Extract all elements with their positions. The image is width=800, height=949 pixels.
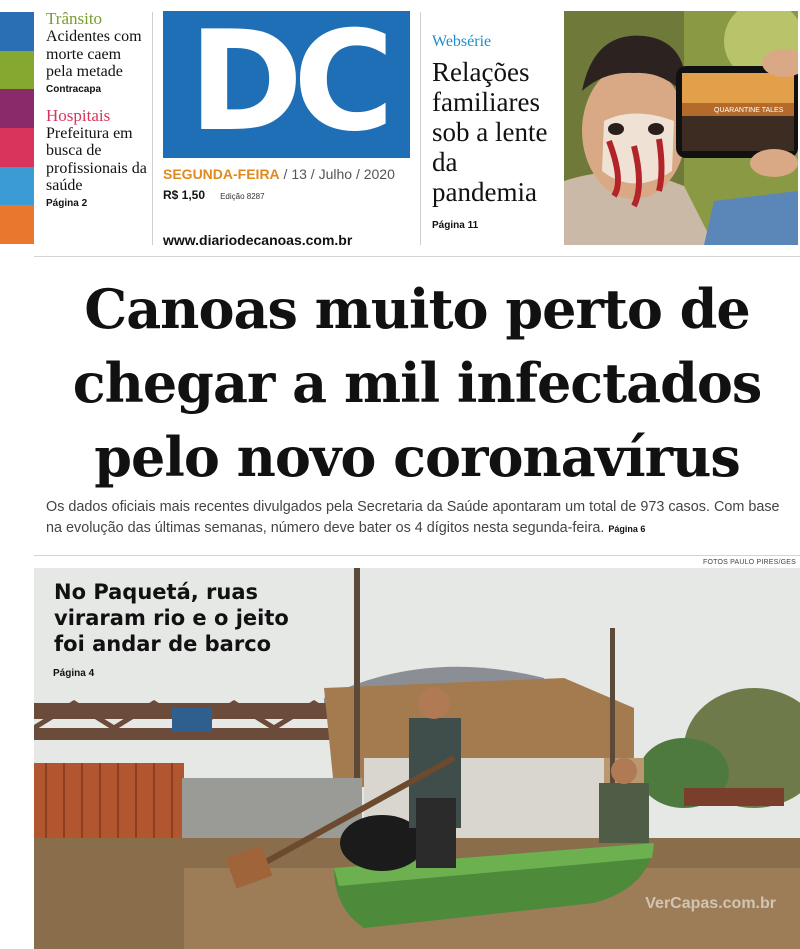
weekday: SEGUNDA-FEIRA xyxy=(163,166,280,182)
teaser-text: Prefeitura em busca de profissionais da saúde xyxy=(46,124,147,194)
webserie-title[interactable]: Relações familiares sob a lente da pandemia xyxy=(432,57,548,207)
edition-number: Edição 8287 xyxy=(220,192,265,201)
strip-block xyxy=(0,167,34,206)
strip-block xyxy=(0,205,34,244)
lead-deck-text: Os dados oficiais mais recentes divulgados pela Secretaria da Saúde apontaram um total de 973 casos. Com base na evolução das últimas semanas, número deve bater os 4 dígitos nesta segunda-feira. xyxy=(46,499,780,536)
lead-deck xyxy=(46,497,796,540)
divider xyxy=(420,12,421,245)
photo-story-page: Página 4 xyxy=(53,668,95,679)
section-color-strip xyxy=(0,12,34,244)
teaser-hospitais[interactable] xyxy=(46,107,150,209)
teaser-page: Página 2 xyxy=(46,197,88,209)
divider xyxy=(152,12,153,245)
price: R$ 1,50 xyxy=(163,188,206,202)
website-link[interactable]: www.diariodecanoas.com.br xyxy=(163,232,353,248)
teaser-kicker: Hospitais xyxy=(46,105,111,125)
photo-credit: FOTOS PAULO PIRES/GES xyxy=(702,559,796,566)
webserie-photo-image xyxy=(564,11,798,245)
dateline xyxy=(163,166,395,182)
webserie-photo[interactable] xyxy=(564,11,798,245)
logo-text: DC xyxy=(188,1,385,162)
divider xyxy=(34,555,800,556)
photo-story-title[interactable]: No Paquetá, ruas viraram rio e o jeito foi andar de barco xyxy=(54,580,289,656)
teaser-transito[interactable] xyxy=(46,10,150,95)
phone-screen-text: QUARANTINE TALES xyxy=(714,107,784,114)
watermark: VerCapas.com.br xyxy=(645,895,776,912)
strip-block xyxy=(0,12,34,51)
divider xyxy=(34,256,800,257)
strip-block xyxy=(0,51,34,90)
date: / 13 / Julho / 2020 xyxy=(279,166,395,182)
webserie-page: Página 11 xyxy=(432,220,479,231)
teaser-page: Contracapa xyxy=(46,83,102,95)
newspaper-logo[interactable] xyxy=(163,1,410,162)
teaser-kicker: Trânsito xyxy=(46,9,103,28)
strip-block xyxy=(0,128,34,167)
webserie-kicker: Websérie xyxy=(432,33,492,50)
lead-page: Página 6 xyxy=(608,524,646,534)
strip-block xyxy=(0,89,34,128)
teaser-text: Acidentes com morte caem pela metade xyxy=(46,28,142,80)
price-line xyxy=(163,188,265,202)
left-teasers xyxy=(46,10,150,209)
lead-headline[interactable]: Canoas muito perto de chegar a mil infectados pelo novo coronavírus xyxy=(72,277,762,489)
